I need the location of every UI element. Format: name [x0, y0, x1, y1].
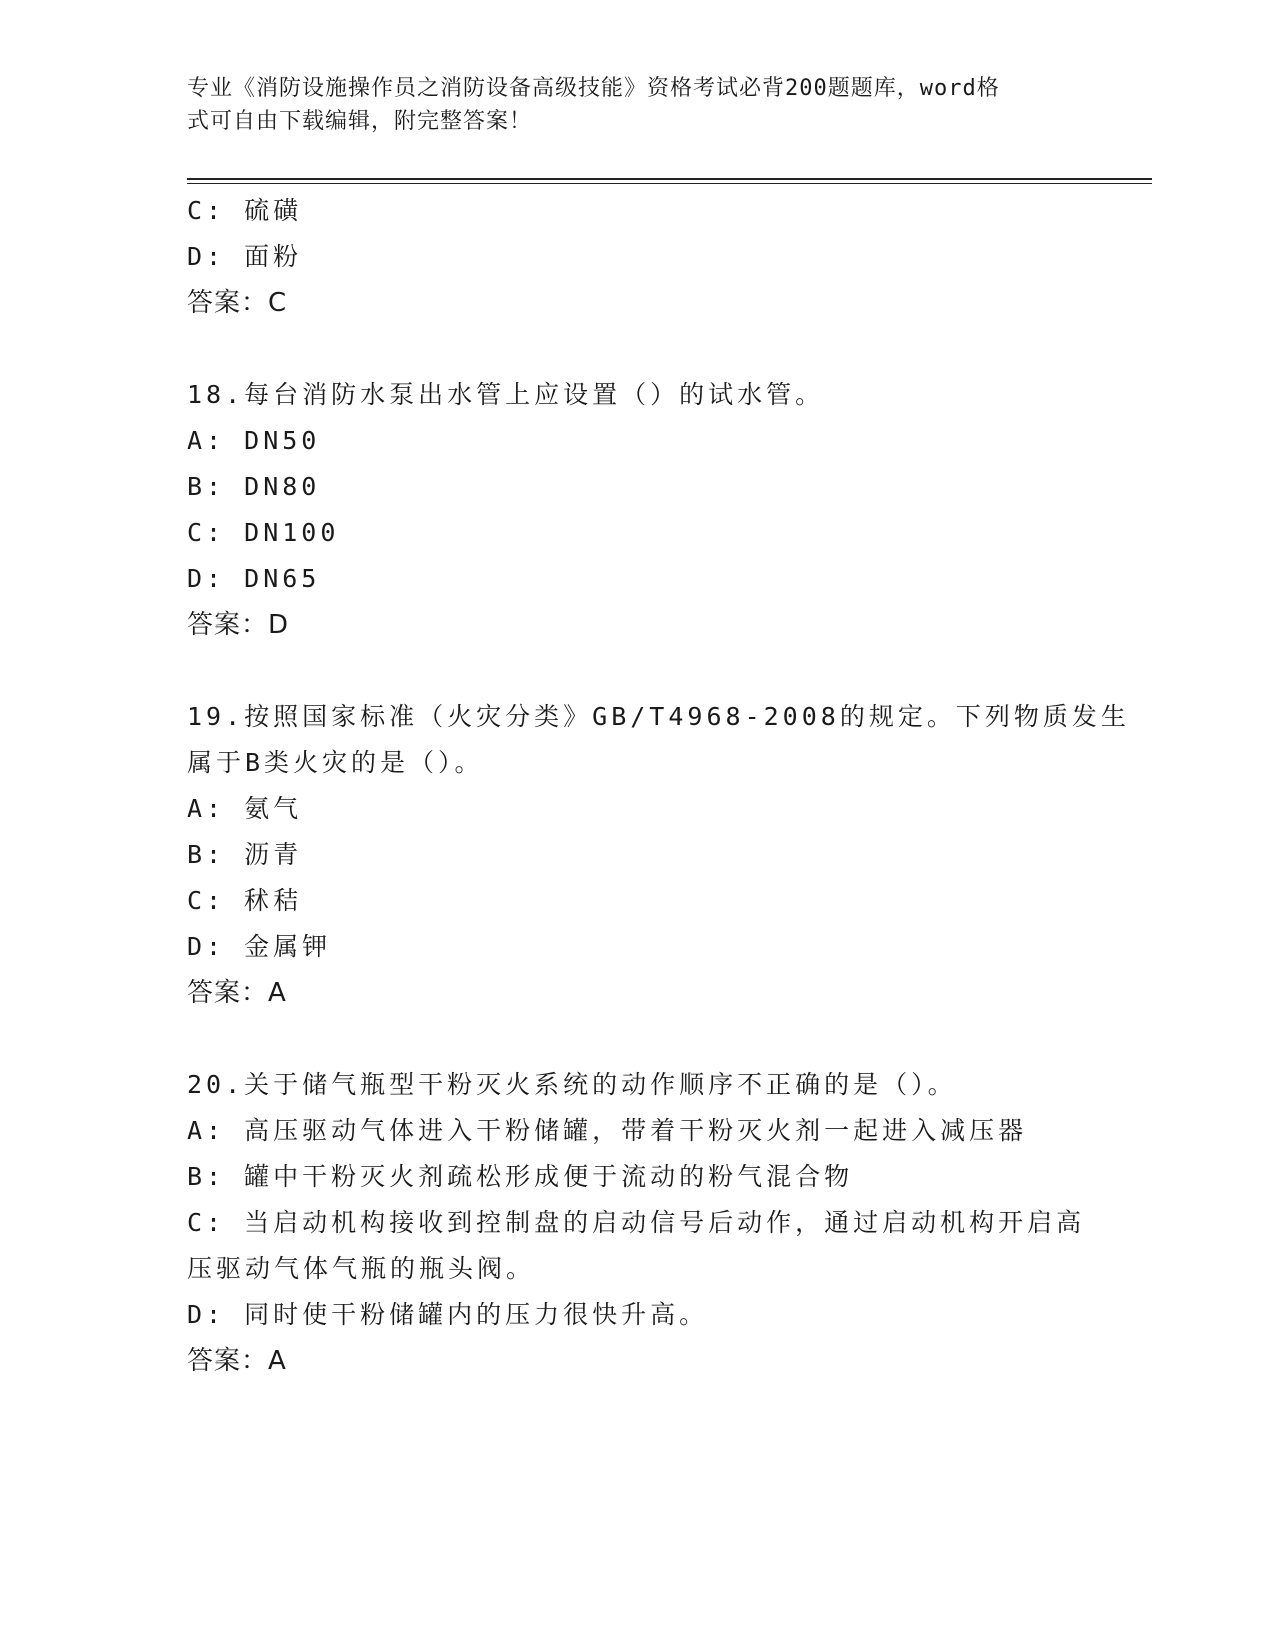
option-c: C: DN100	[187, 518, 340, 547]
option-b: B: DN80	[187, 472, 321, 501]
header-line-1: 专业《消防设施操作员之消防设备高级技能》资格考试必背200题题库，word格	[187, 76, 1000, 101]
option-a: A: 氨气	[187, 794, 303, 823]
spacer	[187, 648, 1087, 694]
option-c: C: 硫磺	[187, 196, 303, 225]
question-18	[187, 372, 1087, 648]
spacer	[187, 1016, 1087, 1062]
header-divider-thin	[187, 183, 1152, 184]
option-c-continued: 压驱动气体气瓶的瓶头阀。	[187, 1254, 536, 1283]
header-line-2: 式可自由下载编辑，附完整答案！	[187, 109, 533, 134]
document-header	[187, 72, 1067, 138]
option-b: B: 罐中干粉灭火剂疏松形成便于流动的粉气混合物	[187, 1162, 854, 1191]
question-content	[187, 188, 1130, 1384]
question-stem: 18.每台消防水泵出水管上应设置（）的试水管。	[187, 380, 825, 409]
option-a: A: 高压驱动气体进入干粉储罐，带着干粉灭火剂一起进入减压器	[187, 1116, 1028, 1145]
question-19	[187, 694, 1130, 1016]
header-divider-thick	[187, 178, 1152, 180]
option-d: D: 同时使干粉储罐内的压力很快升高。	[187, 1300, 709, 1329]
question-20	[187, 1062, 1087, 1384]
option-d: D: 金属钾	[187, 932, 332, 961]
question-stem-continued: 属于B类火灾的是（）。	[187, 748, 484, 777]
answer-line: 答案：C	[187, 288, 288, 318]
question-stem: 19.按照国家标准（火灾分类》GB/T4968-2008的规定。下列物质发生	[187, 702, 1130, 731]
spacer	[187, 326, 1087, 372]
option-d: D: DN65	[187, 564, 321, 593]
option-d: D: 面粉	[187, 242, 303, 271]
question-stem: 20.关于储气瓶型干粉灭火系统的动作顺序不正确的是（）。	[187, 1070, 957, 1099]
option-c: C: 秫秸	[187, 886, 303, 915]
option-c: C: 当启动机构接收到控制盘的启动信号后动作，通过启动机构开启高	[187, 1208, 1086, 1237]
answer-line: 答案：A	[187, 1346, 287, 1376]
answer-line: 答案：A	[187, 978, 287, 1008]
question-17-tail	[187, 188, 1087, 326]
answer-line: 答案：D	[187, 610, 290, 640]
option-b: B: 沥青	[187, 840, 303, 869]
option-a: A: DN50	[187, 426, 321, 455]
